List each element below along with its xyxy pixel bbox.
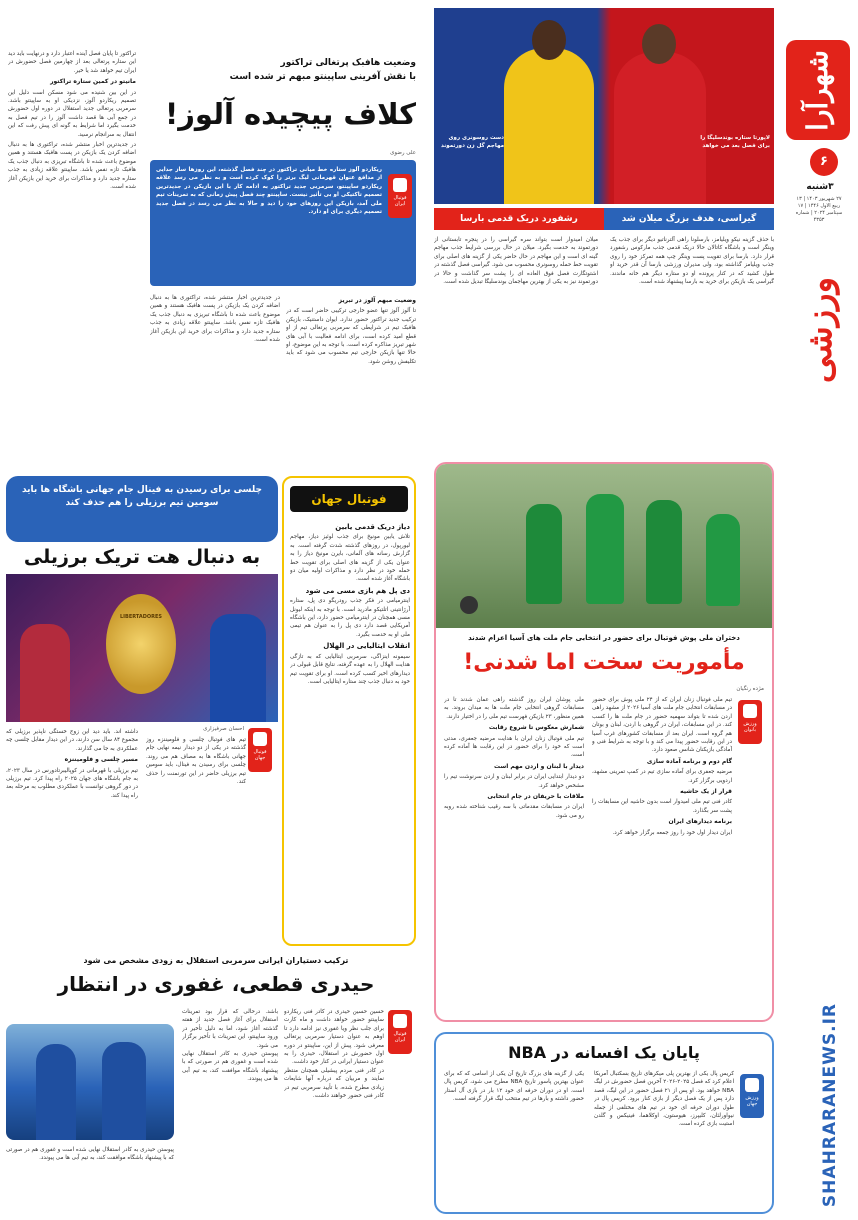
alves-body-3: تراکتور تا پایان فصل آینده اعتبار دارد و درنهایت باید دید این ستاره پرتغالی بعد از چهارمین فصل حضورش در ایران تیم خواهد شد یا خیر. مانیتو در کمین ستاره تراکتور در این بین شنیده می شود مسکن است دلیل این تصمیم ریکاردو آلوز، نزدیکی او به ساپینتو باشد. سرمربی پرتغالی جدید استقلال در دوره اول حضورش در جمع آبی ها قصد داشت آلوز را در تیم فصل به خدمت بگیرد اما شرایط به گونه ای پیش رفت که این انتقال به سرانجام نرسید. در جدیدترین اخبار منتشر شده، تراکتوری ها به دنبال اضافه کردن یک بازیکن در پست هافبک هستند و همین موضوع باعث شده تا باشگاه تبریزی به دنبال جذب یک هافبک تازه نفس باشد. ساپینتو علاقه زیادی به جذب ستاره جدید دارد و مذاکرات برای خرید این بازیکن آغاز شده است. xyxy=(8,51,136,191)
esteghlal-badge: فوتبال ایران xyxy=(388,1010,412,1054)
dortmund-player-photo xyxy=(504,48,594,204)
world-football-column xyxy=(282,476,416,946)
headline-left: گیراسی، هدف بزرگ میلان شد xyxy=(604,208,774,230)
women-title: مأموریت سخت اما شدنی! xyxy=(463,650,745,675)
world-item-title: انقلاب ایتالیایی در الهلال xyxy=(323,642,410,651)
world-item-title: دیاز دریک قدمی یابین xyxy=(335,523,410,531)
chelsea-body-1: تیم های فوتبال چلسی و فلومیننزه روز گذشته در یکی از دو دیدار نیمه نهایی جام جهانی باشگاه ها به مصاف هم می روند. چلسی برای رسیدن به فینال، باید سومین تیم برزیلی حاضر در این تورنمنت را حذف کند. xyxy=(146,737,246,786)
milan-body: میلان امیدوار است بتواند سره گیراسی را در پنجره تابستانی از دورتموند به خدمت بگیرد. میلان در حال بررسی شرایط جذب مهاجم گینه ای است و این مهاجم در حال حاضر یکی از گزینه های اصلی برای تقویت خط حمله روسونری محسوب می شود. گیراسی فصل گذشته در اشتوتگارت فصل فوق العاده ای را پشت سر گذاشت و حالا در دورتموند نیز به یکی از بهترین مهاجمان بوندسلیگا تبدیل شده است. xyxy=(434,237,598,286)
masthead-strip xyxy=(780,0,858,1220)
women-byline: مژده رنگیان xyxy=(736,686,764,692)
website-url: SHAHRARANEWS.IR xyxy=(820,1002,840,1208)
caption-left: دست روسونری روی مهاجم گل زن دورتموند xyxy=(441,135,504,149)
lead-box xyxy=(150,160,416,286)
chelsea-story xyxy=(6,476,278,946)
esteghlal-photo xyxy=(6,1024,174,1140)
alves-story xyxy=(6,46,422,466)
sport-iran-badge: فوتبال ایران xyxy=(388,174,412,218)
page-number-badge: ۶ xyxy=(810,148,838,176)
chelsea-kicker: چلسی برای رسیدن به فینال جام جهانی باشگاه ها باید سومین تیم برزیلی را هم حذف کند xyxy=(21,485,263,508)
day-label: ۳شنبه xyxy=(806,182,834,192)
world-football-items: دیاز دریک قدمی یابین تلاش یابین مونیخ برای جذب لوئیز دیاز، مهاجم لیورپول، در روزهای گذشته شدت گرفته است. به گزارش رسانه های آلمانی، بایرن مونیخ دیاز را به عنوان یکی از گزینه های اصلی برای تقویت خط حمله خود در نظر دارد و مذاکرات اولیه میان دو باشگاه آغاز شده است. دی پل هم بازی مسی می شود اینترمیامی در فکر جذب رودریگو دی پل، ستاره آرژانتینی اتلتیکو مادرید است. با توجه به اینکه لیونل مسی همچنان در اینترمیامی حضور دارد، این باشگاه آمریکایی قصد دارد دی پل را به عنوان هم تیمی ملی او به خدمت بگیرد. انقلاب ایتالیایی در الهلال سیمونه اینزاگی، سرمربی ایتالیایی که به تازگی هدایت الهلال را به عهده گرفته، نتایج قابل قبولی در دیدارهای اخیر کسب کرده است. او برای تقویت تیم خود به دنبال جذب چند ستاره ایتالیایی است. xyxy=(290,523,410,685)
vertical-sport-logo: ورزشی xyxy=(800,276,840,384)
women-badge: ورزش بانوان xyxy=(738,700,762,744)
nba-body-2: یکی از گزینه های بزرگ تاریخ آن یکی از اسامی که که برای عنوان بهترین پاسور تاریخ NBA مطرح می شود، کریس پال است. او در دوران حرفه ای خود ۱۲ بار در بازی آل استار حضور داشته و بارها در تیم منتخب لیگ قرار گرفته است. xyxy=(444,1071,584,1103)
caption-right: لاپورتا ستاره بوندسلیگا را برای فصل بعد می خواهد xyxy=(700,135,770,149)
nba-body-1: کریس پال یکی از بهترین پلی میکرهای تاریخ بسکتبال آمریکا اعلام کرد که فصل ۲۰۲۵-۲۰۲۶ آخرین فصل حضورش در لیگ NBA خواهد بود. او پس از ۲۱ فصل حضور در این لیگ، قصد دارد پس از یک فصل دیگر از بازی کنار برود. کریس پال در طول دوران حرفه ای خود در تیم های مختلفی از جمله نیواورلئان، کلیپرز، هیوستون، اوکلاهما، فینیکس و گلدن استیت بازی کرده است. xyxy=(594,1071,734,1128)
alves-body-1: وضعیت مبهم آلوز در تبریز تا آلوز آلوز تنها عضو خارجی ترکیبی حاضر است که در ترکیب جدید تراکتور حضور ندارد. ایوان داستنیک، بازیکن هافبک تیم در شرایطی که سرمربی پرتغالی تیم از او قطع امید کرده است، برای ادامه فعالیت با آبی های شهر تبریز مذاکره کرده است. با توجه به این موضوع، او حالا تنها بازیکن خارجی تیم محسوب می شود که باید تکلیفش روشن شود. xyxy=(286,297,416,365)
esteghlal-title: حیدری قطعی، غفوری در انتظار xyxy=(57,972,375,996)
world-football-header: فوتبال جهان xyxy=(290,486,408,512)
chelsea-badge: فوتبال جهان xyxy=(248,728,272,772)
story-byline: علی رضوی xyxy=(390,150,416,156)
story-title: کلاف پیچیده آلوز! xyxy=(164,97,416,131)
chelsea-byline: احسان صرفیزاری xyxy=(203,726,244,732)
chelsea-title: به دنبال هت تریک برزیلی xyxy=(23,546,261,568)
women-kicker: دختران ملی پوش فوتبال برای حضور در انتخابی جام ملت های آسیا اعزام شدند xyxy=(468,634,740,642)
barca-story xyxy=(434,8,774,448)
chelsea-body-2: داشته اند. باید دید این زوج خستگی ناپذیر برزیلی که مجموع ۸۴ سال سن دارند، در این دیدار مقابل چلسی چه عملکردی به جا می گذارند. مسیر چلسی و فلومیننزه تیم برزیلی با قهرمانی در کوپالیبرتادورس در سال ۲۰۲۳، به جام باشگاه های جهان ۲۰۲۵ راه پیدا کرد. تیم برزیلی در دور گروهی توانست با عملکردی مطلوب به مرحله بعد راه پیدا کند. xyxy=(6,729,138,799)
esteghlal-body-2: باشد. درحالی که قرار بود تمرینات استقلال برای آغاز فصل جدید از هفته گذشته آغاز شود، اما به دلیل تأخیر در ورود ساپینتو، این تمرینات با تأخیر برگزار می شود. پیوستن حیدری به کادر استقلال نهایی شده است و غفوری هم در صورتی که با پیشنهاد باشگاه موافقت کند، به تیم آبی ها می پیوندد. xyxy=(182,1009,278,1083)
date-line: ۲۷ شهریور ۱۴۰۳ | ۱۳ ربیع الاول ۱۴۴۶ | ۱۷ سپتامبر ۲۰۲۴ | شماره ۴۳۵۳ xyxy=(795,196,843,223)
esteghlal-body-3: پیوستن حیدری به کادر استقلال نهایی شده است و غفوری هم در صورتی که با پیشنهاد باشگاه موافقت کند، به تیم آبی ها می پیوندد. xyxy=(6,1147,174,1162)
lead-text: ریکاردو آلوز ستاره خط میانی تراکتور در چند فصل گذشته، این روزها ساز جدایی از مدافع عنوان قهرمانی لیگ برتر را کوک کرده است و به نظر می رسد علاقه ریکاردو ساپینتو، سرمربی جدید تراکتور به ادامه کار با این بازیکن در جدیدترین تصمیم تاکتیکی او بی تأثیر نیست. ساپینتو چند فصل پیش زمانی که به تمرینات تیم ملی آمد، بازیکن این روزهای خود را دید و حالا به نظر می رسد در فصل جدید تصمیم دیگری برای او دارد. xyxy=(156,167,382,216)
ball-icon xyxy=(460,596,478,614)
world-item-title: دی پل هم بازی مسی می شود xyxy=(305,586,410,595)
trophy-icon xyxy=(106,594,176,694)
women-team-photo xyxy=(436,464,772,628)
libertadores-label: LIBERTADORES xyxy=(119,614,163,620)
esteghlal-story xyxy=(6,952,416,1214)
women-body-2: ملی پوشان ایران روز گذشته راهی عمان شدند تا در مسابقات گروهی انتخابی جام ملت ها به میدان بروند. به همین منظور، ۲۳ بازیکن فهرست تیم ملی را در اختیار دارند. شمارش معکوس تا شروع رقابت تیم ملی فوتبال زنان ایران با هدایت مرضیه جعفری، مدتی است که خود را برای حضور در این رقابت ها آماده کرده است. دیدار با لبنان و اردن مهم است دو دیدار ابتدایی ایران در برابر لبنان و اردن سرنوشت تیم را مشخص خواهد کرد. ملاقات با حریفان در جام انتخابی ایران در مسابقات مقدماتی با سه رقیب شناخته شده روبه رو می شود. xyxy=(444,697,584,819)
logo-block xyxy=(786,40,850,140)
women-body-1: تیم ملی فوتبال زنان ایران که از ۲۴ ملی پوش برای حضور در مسابقات انتخابی جام ملت های آسیا ۲۰۲۶ از مشهد راهی اردن شده تا بتواند سهمیه حضور در جام ملت ها را کسب کند. در این مسابقات، ایران در گروهی با اردن، لبنان و بوتان هم گروه است. ایران بعد از مسابقات کشورهای غرب آسیا در این رقابت حضور پیدا می کند و با توجه به شرایط فنی و آمادگی بازیکنان شانس صعود دارد. گام دوم و برنامه آماده سازی مرضیه جعفری برای آماده سازی تیم در کمپ تمرینی مشهد، اردویی برگزار کرد. قرار از یک حاشیه کادر فنی تیم ملی امیدوار است بدون حاشیه این مسابقات را پشت سر بگذارد. برنامه دیدارهای ایران ایران دیدار اول خود را روز جمعه برگزار خواهد کرد. xyxy=(592,697,732,836)
esteghlal-body-1: حسین حسین حیدری در کادر فنی ریکاردو ساپینتو حضور خواهد داشت و ماه کارت برای جلب نظر ویا غفوری نیز ادامه دارد تا اوهم به عنوان دستیار سرمربی پرتغالی معرفی شود. پیش از این، ساپینتو در دوره اول حضورش در استقلال، حیدری را به عنوان دستیار ایرانی در کنار خود داشت. در کادر فنی مردم پیشیلی همچنان منتظر نمایند و مربیان که درباره آنها شایعات زیادی مطرح شده، با تأیید سرمربی تیم در کادر فنی حضور خواهند داشت. xyxy=(284,1009,384,1100)
headline-right: رشفورد دریک قدمی بارسا xyxy=(434,208,604,230)
nba-title: پایان یک افسانه در NBA xyxy=(508,1043,700,1062)
chelsea-players-photo xyxy=(6,574,278,722)
alves-body-2: در جدیدترین اخبار منتشر شده، تراکتوری ها به دنبال اضافه کردن یک بازیکن در پست هافبک هستند و همین موضوع باعث شده تا باشگاه تبریزی به دنبال جذب یک هافبک تازه نفس باشد. ساپینتو علاقه زیادی به جذب ستاره جدید دارد و مذاکرات برای خرید این بازیکن آغاز شده است. xyxy=(150,295,280,344)
nba-story xyxy=(434,1032,774,1214)
story-kicker-2: با نقش آفرینی ساپینتو مبهم تر شده است xyxy=(229,72,416,82)
players-photo xyxy=(434,8,774,204)
women-football-story xyxy=(434,462,774,1022)
story-kicker: وضعیت هافبک پرتغالی تراکتور xyxy=(280,58,416,68)
masthead-logo: شهرآرا xyxy=(801,49,834,131)
barca-body: با حذف گزینه نیکو ویلیامز، بارسلونا راهی آلترناتیو دیگر برای جذب یک وینگر است و باشگاه کاتالان حالا دریک قدمی جذب مارکوس رشفورد قرار دارد. بارسا برای تقویت پست وینگر چپ همه تمرکز خود را روی جذب ویلیامز گذاشته بود، ولی مدیران ورزشی بارسا آن قدر خرید او طول کشید که در کنار پرونده او دو ستاره دیگر هم خانه ماندند. گیراسی یک بازیکن برای خرید به بارسا پیشنهاد شده است. xyxy=(610,237,774,286)
united-player-photo xyxy=(614,52,706,204)
esteghlal-kicker: ترکیب دستیاران ایرانی سرمربی استقلال به زودی مشخص می شود xyxy=(83,956,349,965)
nba-badge: ورزش جهان xyxy=(740,1074,764,1118)
